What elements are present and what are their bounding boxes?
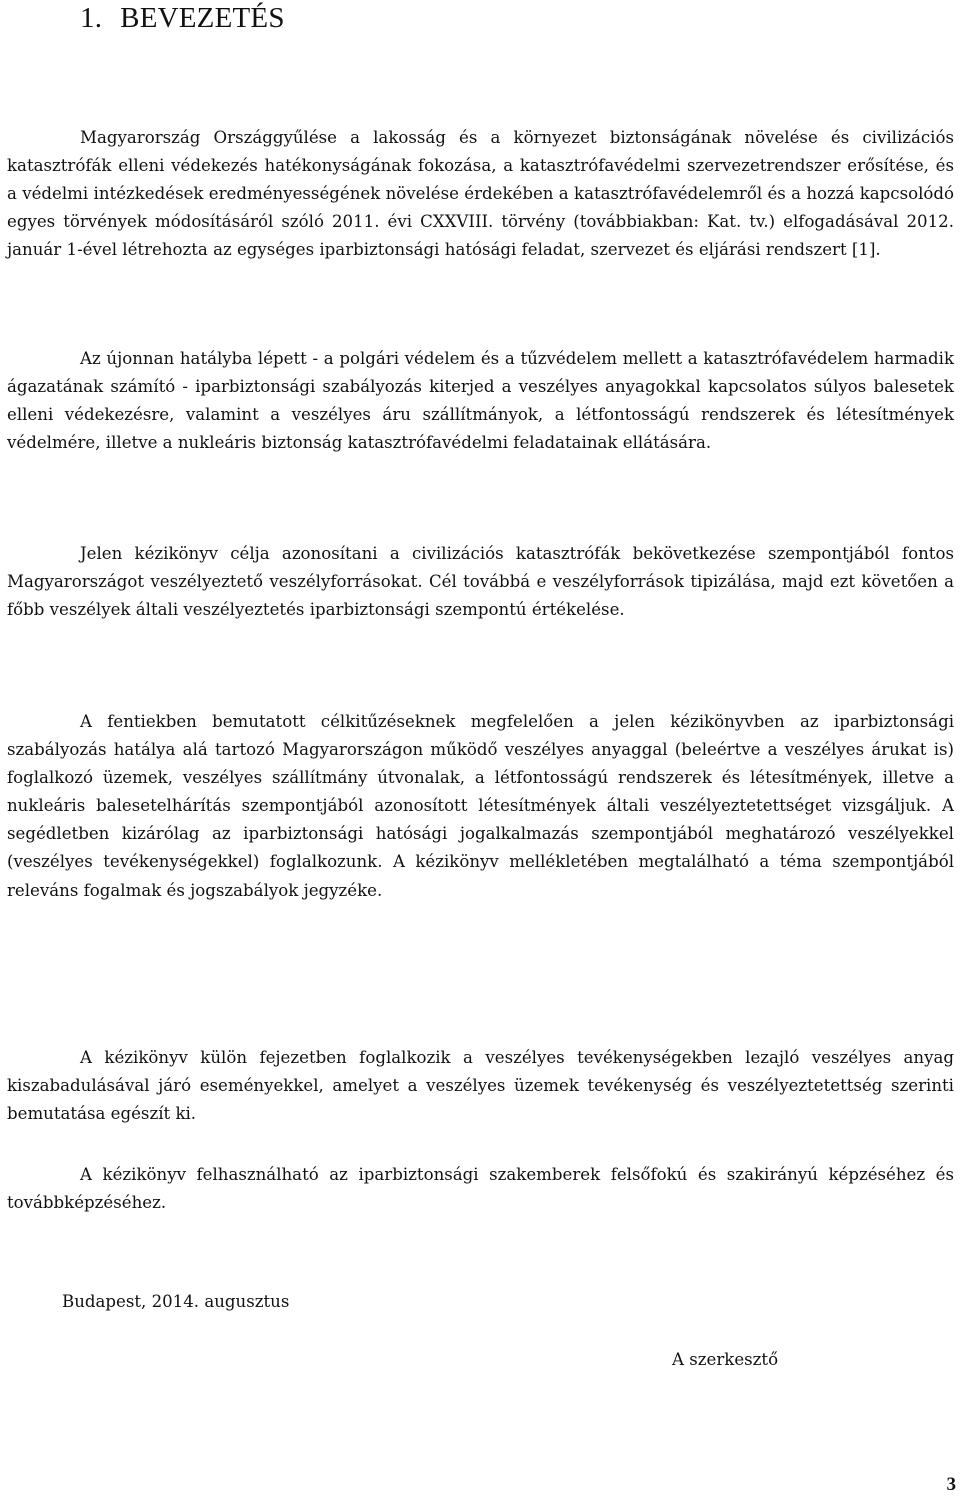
page-number: 3 [946, 1474, 956, 1495]
paragraph-scope: Az újonnan hatályba lépett - a polgári védelem és a tűzvédelem mellett a katasztrófavédelem harmadik ágazatának számító - iparbiztonsági szabályozás kiterjed a veszélyes anyagokkal kapcsolatos súlyos balesetek elleni védekezésre, valamint a veszélyes áru szállítmányok, a létfontosságú rendszerek és létesítmények védelmére, illetve a nukleáris biztonság katasztrófavédelmi feladatainak ellátására. [7, 349, 954, 453]
chapter-heading [80, 2, 285, 35]
paragraph-content: A fentiekben bemutatott célkitűzéseknek megfelelően a jelen kézikönyvben az iparbiztonsági szabályozás hatálya alá tartozó Magyarországon működő veszélyes anyaggal (beleértve a veszélyes árukat is) foglalkozó üzemek, veszélyes szállítmány útvonalak, a létfontosságú rendszerek és létesítmények, illetve a nukleáris balesetelhárítás szempontjából azonosított létesítmények általi veszélyeztetettséget vizsgáljuk. A segédletben kizárólag az iparbiztonsági hatósági jogalkalmazás szempontjából meghatározó veszélyekkel (veszélyes tevékenységekkel) foglalkozunk. A kézikönyv mellékletében megtalálható a téma szempontjából releváns fogalmak és jogszabályok jegyzéke. [7, 712, 954, 900]
place-date: Budapest, 2014. augusztus [62, 1292, 290, 1311]
paragraph-purpose: Jelen kézikönyv célja azonosítani a civilizációs katasztrófák bekövetkezése szempontjából fontos Magyarországot veszélyeztető veszélyforrásokat. Cél továbbá e veszélyforrások tipizálása, majd ezt követően a főbb veszélyek általi veszélyeztetés iparbiztonsági szempontú értékelése. [7, 544, 954, 620]
paragraph-chapter: A kézikönyv külön fejezetben foglalkozik a veszélyes tevékenységekben lezajló veszélyes anyag kiszabadulásával járó eseményekkel, amelyet a veszélyes üzemek tevékenység és veszélyeztetettség szerinti bemutatása egészít ki. [7, 1048, 954, 1124]
chapter-title: BEVEZETÉS [120, 2, 285, 34]
signature: A szerkesztő [672, 1350, 779, 1369]
paragraph-intro: Magyarország Országgyűlése a lakosság és a környezet biztonságának növelése és civilizációs katasztrófák elleni védekezés hatékonyságának fokozása, a katasztrófavédelmi szervezetrendszer erősítése, és a védelmi intézkedések eredményességének növelése érdekében a katasztrófavédelemről és a hozzá kapcsolódó egyes törvények módosításáról szóló 2011. évi CXXVIII. törvény (továbbiakban: Kat. tv.) elfogadásával 2012. január 1-ével létrehozta az egységes iparbiztonsági hatósági feladat, szervezet és eljárási rendszert [1]. [7, 128, 954, 260]
paragraph-usage: A kézikönyv felhasználható az iparbiztonsági szakemberek felsőfokú és szakirányú képzéséhez és továbbképzéséhez. [7, 1165, 954, 1213]
chapter-number: 1. [80, 2, 103, 34]
